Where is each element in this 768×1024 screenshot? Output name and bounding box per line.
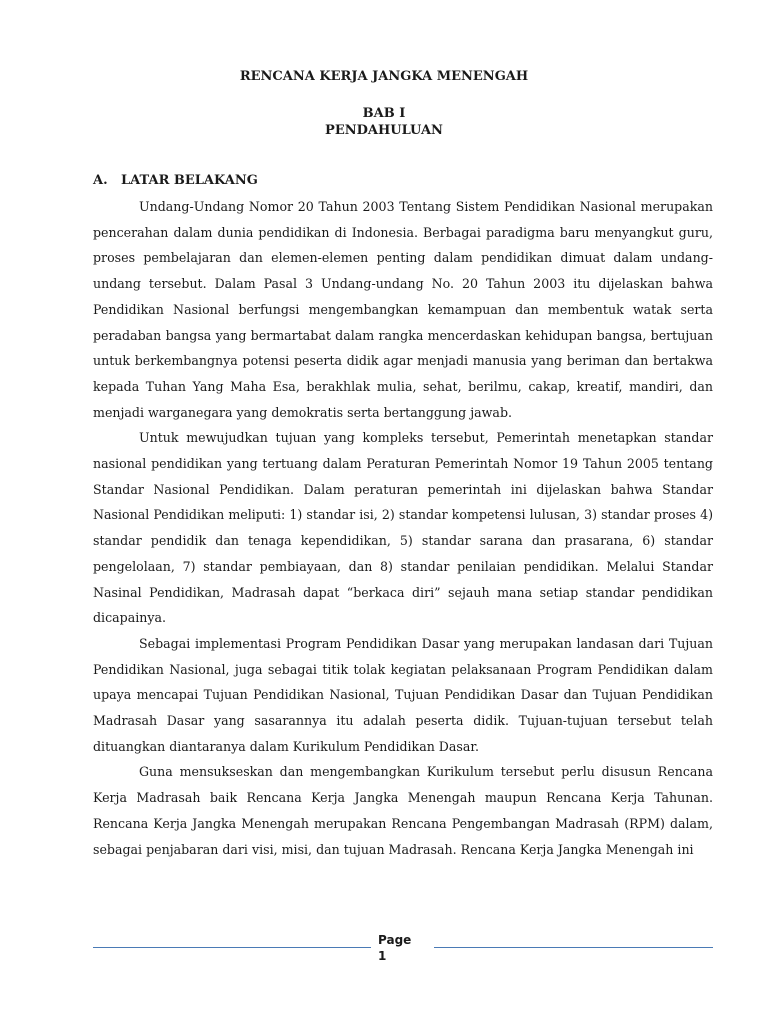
section-title: LATAR BELAKANG (121, 173, 258, 188)
paragraph: Undang-Undang Nomor 20 Tahun 2003 Tentang Sistem Pendidikan Nasional merupakan pencerahan dalam dunia pendidikan di Indonesia. Berbagai paradigma baru menyangkut guru, proses pembelajaran dan elemen-elemen penting dalam pendidikan dimuat dalam undang-undang tersebut. Dalam Pasal 3 Undang-undang No. 20 Tahun 2003 itu dijelaskan bahwa Pendidikan Nasional berfungsi mengembangkan kemampuan dan membentuk watak serta peradaban bangsa yang bermartabat dalam rangka mencerdaskan kehidupan bangsa, bertujuan untuk berkembangnya potensi peserta didik agar menjadi manusia yang beriman dan bertakwa kepada Tuhan Yang Maha Esa, berakhlak mulia, sehat, berilmu, cakap, kreatif, mandiri, dan menjadi warganegara yang demokratis serta bertanggung jawab. (93, 199, 713, 420)
paragraph: Sebagai implementasi Program Pendidikan Dasar yang merupakan landasan dari Tujuan Pendidikan Nasional, juga sebagai titik tolak kegiatan pelaksanaan Program Pendidikan dalam upaya mencapai Tujuan Pendidikan Nasional, Tujuan Pendidikan Dasar dan Tujuan Pendidikan Madrasah Dasar yang sasarannya itu adalah peserta didik. Tujuan-tujuan tersebut telah dituangkan diantaranya dalam Kurikulum Pendidikan Dasar. (93, 635, 713, 754)
body-text (93, 194, 713, 862)
chapter-label: BAB I (362, 106, 406, 121)
chapter-title: PENDAHULUAN (325, 123, 443, 138)
paragraph: Guna mensukseskan dan mengembangkan Kurikulum tersebut perlu disusun Rencana Kerja Madrasah baik Rencana Kerja Jangka Menengah maupun Rencana Kerja Tahunan. Rencana Kerja Jangka Menengah merupakan Rencana Pengembangan Madrasah (RPM) dalam, sebagai penjabaran dari visi, misi, dan tujuan Madrasah. Rencana Kerja Jangka Menengah ini (93, 764, 713, 857)
page-number: 1 (378, 949, 387, 963)
page-number-label (378, 932, 411, 964)
footer-rule-right (434, 947, 713, 948)
paragraph: Untuk mewujudkan tujuan yang kompleks tersebut, Pemerintah menetapkan standar nasional pendidikan yang tertuang dalam Peraturan Pemerintah Nomor 19 Tahun 2005 tentang Standar Nasional Pendidikan. Dalam peraturan pemerintah ini dijelaskan bahwa Standar Nasional Pendidikan meliputi: 1) standar isi, 2) standar kompetensi lulusan, 3) standar proses 4) standar pendidik dan tenaga kependidikan, 5) standar sarana dan prasarana, 6) standar pengelolaan, 7) standar pembiayaan, dan 8) standar penilaian pendidikan. Melalui Standar Nasinal Pendidikan, Madrasah dapat “berkaca diri” sejauh mana setiap standar pendidikan dicapainya. (93, 430, 713, 626)
page-word: Page (378, 933, 412, 947)
document-title: RENCANA KERJA JANGKA MENENGAH (239, 69, 529, 84)
page-footer (0, 930, 768, 970)
section-heading (93, 172, 258, 190)
footer-rule-left (93, 947, 371, 948)
section-letter: A. (93, 173, 108, 188)
